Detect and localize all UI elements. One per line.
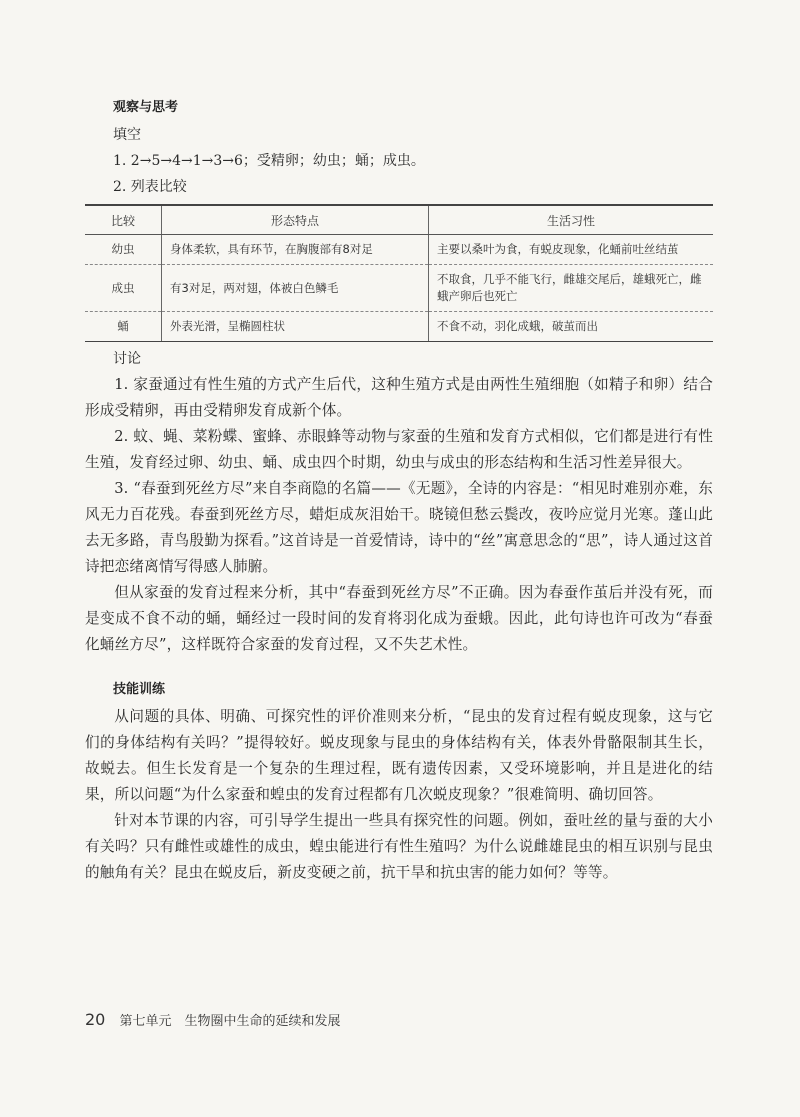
table-header-cell: 形态特点 <box>162 205 429 235</box>
discussion-paragraph-2: 2. 蚊、蝇、菜粉蝶、蜜蜂、赤眼蜂等动物与家蚕的生殖和发育方式相似，它们都是进行有性生殖，发育经过卵、幼虫、蛹、成虫四个时期，幼虫与成虫的形态结构和生活习性差异很大。 <box>85 428 713 471</box>
comparison-table <box>85 204 713 342</box>
fill-answer: 1. 2→5→4→1→3→6；受精卵；幼虫；蛹；成虫。 <box>113 153 425 169</box>
page-footer <box>85 1010 341 1029</box>
page-content <box>85 96 713 886</box>
table-cell: 外表光滑，呈椭圆柱状 <box>162 312 429 342</box>
section-heading-skills: 技能训练 <box>113 682 166 697</box>
table-cell: 有3对足，两对翅，体被白色鳞毛 <box>162 265 429 312</box>
skills-paragraph-1: 从问题的具体、明确、可探究性的评价准则来分析，“昆虫的发育过程有蜕皮现象，这与它们的身体结构有关吗？”提得较好。蜕皮现象与昆虫的身体结构有关，体表外骨骼限制其生长，故蜕去。但生长发育是一个复杂的生理过程，既有遗传因素，又受环境影响，并且是进化的结果，所以问题“为什么家蚕和蝗虫的发育过程都有几次蜕皮现象？”很难简明、确切回答。 <box>85 708 713 803</box>
table-row <box>85 312 713 342</box>
table-cell: 幼虫 <box>85 235 162 265</box>
skills-paragraph-2: 针对本节课的内容，可引导学生提出一些具有探究性的问题。例如，蚕吐丝的量与蚕的大小有关吗？只有雌性或雄性的成虫，蝗虫能进行有性生殖吗？为什么说雌雄昆虫的相互识别与昆虫的触角有关？昆虫在蜕皮后，新皮变硬之前，抗干旱和抗虫害的能力如何？等等。 <box>85 812 713 881</box>
discussion-paragraph-1: 1. 家蚕通过有性生殖的方式产生后代，这种生殖方式是由两性生殖细胞（如精子和卵）结合形成受精卵，再由受精卵发育成新个体。 <box>85 376 713 419</box>
discussion-paragraph-3: 3. “春蚕到死丝方尽”来自李商隐的名篇——《无题》，全诗的内容是：“相见时难别亦难，东风无力百花残。春蚕到死丝方尽，蜡炬成灰泪始干。晓镜但愁云鬓改，夜吟应觉月光寒。蓬山此去无多路，青鸟殷勤为探看。”这首诗是一首爱情诗，诗中的“丝”寓意思念的“思”，诗人通过这首诗把恋绪离情写得感人肺腑。 <box>85 480 713 575</box>
table-cell: 主要以桑叶为食，有蜕皮现象，化蛹前吐丝结茧 <box>429 235 714 265</box>
unit-title: 第七单元 生物圈中生命的延续和发展 <box>119 1014 341 1029</box>
table-row <box>85 265 713 312</box>
table-cell: 成虫 <box>85 265 162 312</box>
discussion-label: 讨论 <box>113 351 141 367</box>
page-number: 20 <box>85 1010 106 1029</box>
table-header-row <box>85 205 713 235</box>
table-header-cell: 比较 <box>85 205 162 235</box>
fill-label: 填空 <box>113 127 141 143</box>
table-caption: 2. 列表比较 <box>113 179 187 195</box>
table-cell: 身体柔软，具有环节，在胸腹部有8对足 <box>162 235 429 265</box>
table-cell: 不食不动，羽化成蛾，破茧而出 <box>429 312 714 342</box>
table-header-cell: 生活习性 <box>429 205 714 235</box>
table-row <box>85 235 713 265</box>
discussion-paragraph-4: 但从家蚕的发育过程来分析，其中“春蚕到死丝方尽”不正确。因为春蚕作茧后并没有死，而是变成不食不动的蛹，蛹经过一段时间的发育将羽化成为蚕蛾。因此，此句诗也许可改为“春蚕化蛹丝方尽”，这样既符合家蚕的发育过程，又不失艺术性。 <box>85 584 713 653</box>
section-heading-observe: 观察与思考 <box>113 100 179 115</box>
table-cell: 蛹 <box>85 312 162 342</box>
table-cell: 不取食，几乎不能飞行，雌雄交尾后，雄蛾死亡，雌蛾产卵后也死亡 <box>429 265 714 312</box>
